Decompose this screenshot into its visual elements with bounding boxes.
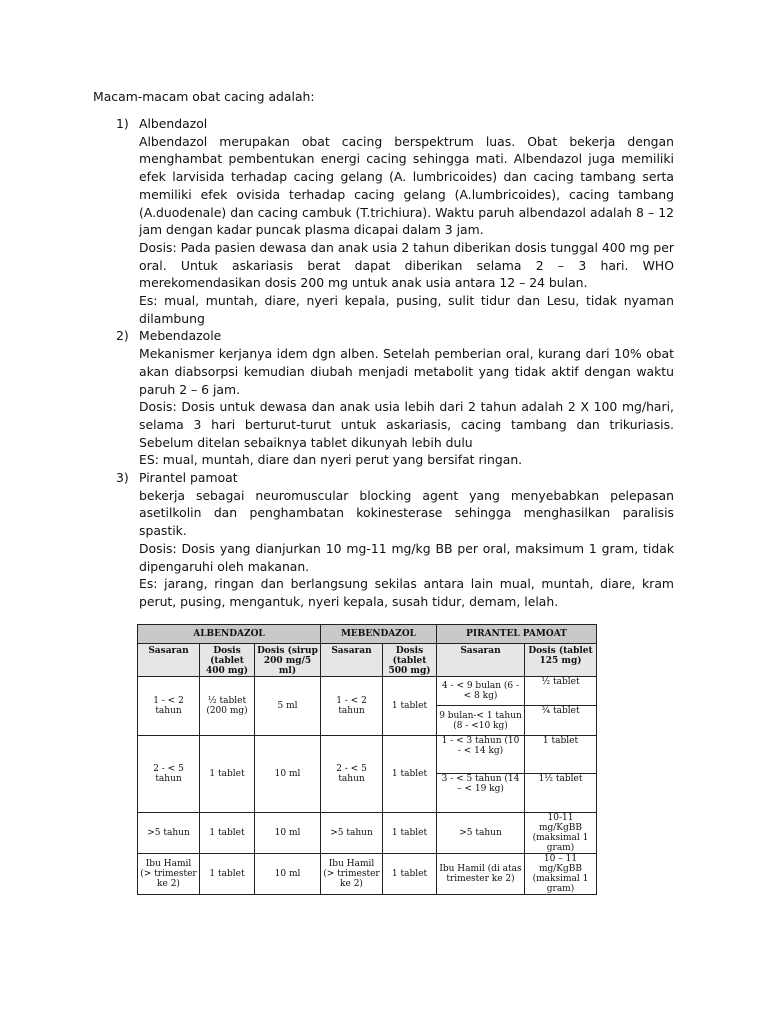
table-cell: ¾ tablet	[525, 706, 597, 736]
table-cell: Ibu Hamil (di atas trimester ke 2)	[437, 854, 525, 895]
group-header-mebendazol: MEBENDAZOL	[321, 625, 437, 644]
table-cell: 3 - < 5 tahun (14 – < 19 kg)	[437, 774, 525, 813]
dosage-table-wrapper	[137, 624, 597, 895]
table-cell: 1 tablet	[200, 736, 255, 813]
table-cell: 1 tablet	[383, 736, 437, 813]
table-cell: 1 tablet	[525, 736, 597, 774]
item-number: 1)	[116, 116, 129, 131]
table-cell: 10 ml	[255, 736, 321, 813]
item-side-effects: Es: jarang, ringan dan berlangsung sekilas antara lain mual, muntah, diare, kram perut, pusing, mengantuk, nyeri kepala, susah tidur, demam, lelah.	[139, 576, 674, 609]
table-cell: 1 - < 2 tahun	[321, 677, 383, 736]
column-header: Dosis (sirup 200 mg/5 ml)	[255, 644, 321, 677]
table-cell: 10 ml	[255, 854, 321, 895]
table-cell: 4 - < 9 bulan (6 - < 8 kg)	[437, 677, 525, 706]
item-side-effects: Es: mual, muntah, diare, nyeri kepala, pusing, sulit tidur dan Lesu, tidak nyaman dilambung	[139, 293, 674, 326]
item-description: Albendazol merupakan obat cacing berspektrum luas. Obat bekerja dengan menghambat pembentukan energi cacing sehingga mati. Albendazol juga memiliki efek larvisida terhadap cacing gelang (A. lumbricoides) dan cacing tambang serta memiliki efek ovisida terhadap cacing gelang (A.lumbricoides), cacing tambang (A.duodenale) dan cacing cambuk (T.trichiura). Waktu paruh albendazol adalah 8 – 12 jam dengan kadar puncak plasma dicapai dalam 3 jam.	[139, 133, 674, 238]
intro-text: Macam-macam obat cacing adalah:	[93, 89, 315, 104]
item-title: Mebendazole	[139, 328, 222, 344]
table-cell: 1 tablet	[383, 677, 437, 736]
table-cell: 1½ tablet	[525, 774, 597, 813]
table-cell: 1 tablet	[383, 854, 437, 895]
item-number: 2)	[116, 328, 129, 344]
table-cell: Ibu Hamil (> trimester ke 2)	[321, 854, 383, 895]
drug-list	[93, 115, 674, 611]
table-cell: ½ tablet (200 mg)	[200, 677, 255, 736]
item-dosage: Dosis: Dosis untuk dewasa dan anak usia lebih dari 2 tahun adalah 2 X 100 mg/hari, selama 3 hari berturut-turut untuk askariasis, cacing tambang dan trikuriasis. Sebelum ditelan sebaiknya tablet dikunyah lebih dulu	[139, 399, 674, 450]
group-header-pirantel: PIRANTEL PAMOAT	[437, 625, 597, 644]
table-cell: 10-11 mg/KgBB (maksimal 1 gram)	[525, 813, 597, 854]
table-cell: 1 tablet	[200, 854, 255, 895]
item-description: Mekanismer kerjanya idem dgn alben. Setelah pemberian oral, kurang dari 10% obat akan diabsorpsi kemudian diubah menjadi metabolit yang tidak aktif dengan waktu paruh 2 – 6 jam.	[139, 346, 674, 397]
table-cell: 10 – 11 mg/KgBB (maksimal 1 gram)	[525, 854, 597, 895]
item-description: bekerja sebagai neuromuscular blocking agent yang menyebabkan pelepasan asetilkolin dan penghambatan kokinesterase sehingga menghasilkan paralisis spastik.	[139, 487, 674, 539]
list-item-albendazol	[93, 115, 674, 327]
group-header-albendazol: ALBENDAZOL	[138, 625, 321, 644]
column-header: Sasaran	[321, 644, 383, 677]
item-dosage: Dosis: Pada pasien dewasa dan anak usia 2 tahun diberikan dosis tunggal 400 mg per oral. Untuk askariasis berat dapat diberikan selama 2 – 3 hari. WHO merekomendasikan dosis 200 mg untuk anak usia antara 12 – 24 bulan.	[139, 239, 674, 291]
table-cell: 5 ml	[255, 677, 321, 736]
table-cell: >5 tahun	[138, 813, 200, 854]
column-header: Dosis (tablet 500 mg)	[383, 644, 437, 677]
table-cell: Ibu Hamil (> trimester ke 2)	[138, 854, 200, 895]
table-cell: 1 - < 2 tahun	[138, 677, 200, 736]
table-cell: >5 tahun	[437, 813, 525, 854]
table-cell: 9 bulan-< 1 tahun (8 - <10 kg)	[437, 706, 525, 736]
column-header: Dosis (tablet 125 mg)	[525, 644, 597, 677]
column-header: Dosis (tablet 400 mg)	[200, 644, 255, 677]
item-number: 3)	[116, 470, 129, 486]
table-cell: 2 - < 5 tahun	[321, 736, 383, 813]
item-title: Pirantel pamoat	[139, 470, 238, 486]
item-side-effects: ES: mual, muntah, diare dan nyeri perut yang bersifat ringan.	[139, 452, 523, 468]
item-dosage: Dosis: Dosis yang dianjurkan 10 mg-11 mg/kg BB per oral, maksimum 1 gram, tidak dipengaruhi oleh makanan.	[139, 540, 674, 574]
table-cell: 10 ml	[255, 813, 321, 854]
dosage-table	[137, 624, 597, 895]
column-header: Sasaran	[138, 644, 200, 677]
table-cell: 1 tablet	[383, 813, 437, 854]
table-cell: 1 - < 3 tahun (10 - < 14 kg)	[437, 736, 525, 774]
table-cell: >5 tahun	[321, 813, 383, 854]
column-header: Sasaran	[437, 644, 525, 677]
table-cell: 2 - < 5 tahun	[138, 736, 200, 813]
table-cell: 1 tablet	[200, 813, 255, 854]
list-item-mebendazole	[93, 327, 674, 469]
list-item-pirantel-pamoat	[93, 469, 674, 611]
table-cell: ½ tablet	[525, 677, 597, 706]
item-title: Albendazol	[139, 116, 208, 131]
